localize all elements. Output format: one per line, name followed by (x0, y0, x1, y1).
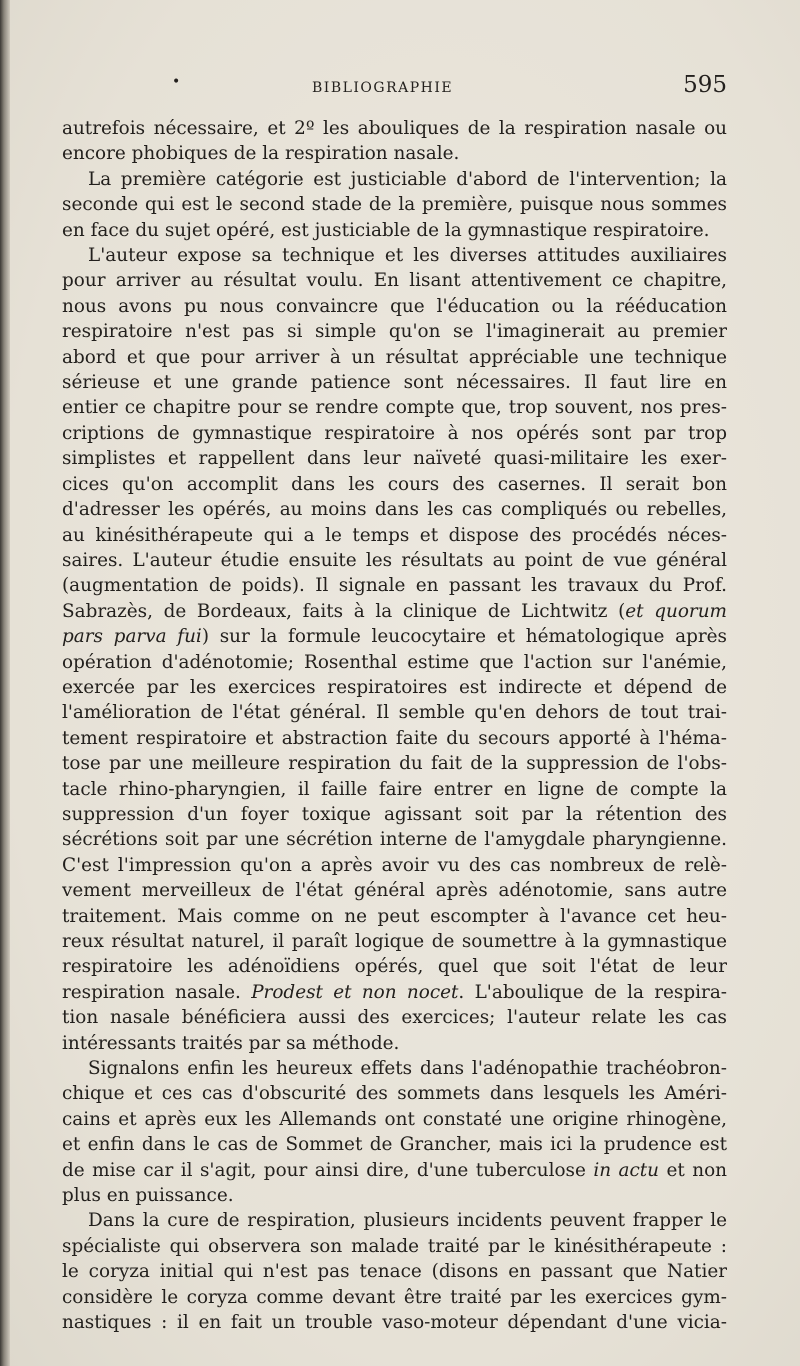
text-line: exercée par les exercices respiratoires est indirecte et dépend de (62, 676, 727, 698)
text-line: seconde qui est le second stade de la première, puisque nous sommes (62, 194, 727, 216)
text-line: C'est l'impression qu'on a après avoir vu des cas nombreux de relè- (62, 854, 727, 876)
text-line: encore phobiques de la respiration nasale. (62, 143, 460, 165)
text-line: tion nasale bénéficiera aussi des exercices; l'auteur relate les cas (62, 1007, 727, 1029)
page-number: 595 (683, 72, 727, 98)
text-line: tement respiratoire et abstraction faite du secours apporté à l'héma- (62, 727, 727, 749)
text-line: chique et ces cas d'obscurité des sommets dans lesquels les Améri- (62, 1083, 727, 1105)
text-segment: de mise car il s'agit, pour ainsi dire, d'une tuberculose (62, 1159, 594, 1181)
text-line: plus en puissance. (62, 1185, 234, 1207)
text-line: respiratoire n'est pas si simple qu'on se l'imaginerait au premier (62, 321, 727, 343)
text-line: traitement. Mais comme on ne peut escompter à l'avance cet heu- (62, 905, 727, 927)
running-title: BIBLIOGRAPHIE (312, 80, 454, 96)
text-line: nastiques : il en fait un trouble vaso-moteur dépendant d'une vicia- (62, 1312, 727, 1334)
text-segment: Sabrazès, de Bordeaux, faits à la clinique de Lichtwitz ( (62, 600, 626, 622)
italic-phrase: Prodest et non nocet (251, 981, 459, 1003)
body-text (62, 116, 727, 1336)
text-segment: et non (659, 1159, 727, 1181)
text-line (62, 599, 727, 624)
text-line: autrefois nécessaire, et 2º les abouliques de la respiration nasale ou (62, 118, 727, 139)
text-line: l'amélioration de l'état général. Il semble qu'en dehors de tout trai- (62, 702, 727, 724)
text-line: Dans la cure de respiration, plusieurs incidents peuvent frapper le (88, 1210, 727, 1232)
text-line: sécrétions soit par une sécrétion interne de l'amygdale pharyngienne. (62, 829, 727, 851)
text-line: intéressants traités par sa méthode. (62, 1032, 400, 1054)
text-line: tacle rhino-pharyngien, il faille faire entrer en ligne de compte la (62, 778, 727, 800)
italic-phrase: pars parva fui (62, 626, 202, 648)
text-line: considère le coryza comme devant être traité par les exercices gym- (62, 1286, 727, 1308)
text-line: spécialiste qui observera son malade traité par le kinésithérapeute : (62, 1235, 727, 1257)
text-line: nous avons pu nous convaincre que l'éducation ou la rééducation (62, 295, 727, 317)
text-line: reux résultat naturel, il paraît logique de soumettre à la gymnastique (62, 931, 727, 952)
text-line: au kinésithérapeute qui a le temps et dispose des procédés néces- (62, 524, 727, 546)
text-line: en face du sujet opéré, est justiciable de la gymnastique respiratoire. (62, 219, 710, 241)
text-segment: ) sur la formule leucocytaire et hématologique après (201, 626, 727, 648)
text-line: abord et que pour arriver à un résultat appréciable une technique (62, 346, 727, 368)
text-line: La première catégorie est justiciable d'abord de l'intervention; la (88, 168, 727, 190)
header-bullet: • (172, 74, 181, 90)
text-line: suppression d'un foyer toxique agissant soit par la rétention des (62, 803, 727, 825)
text-line (62, 1158, 727, 1183)
text-line: opération d'adénotomie; Rosenthal estime que l'action sur l'anémie, (62, 651, 727, 673)
text-line: pour arriver au résultat voulu. En lisant attentivement ce chapitre, (62, 270, 727, 292)
text-line: d'adresser les opérés, au moins dans les cas compliqués ou rebelles, (62, 499, 727, 521)
text-line: entier ce chapitre pour se rendre compte que, trop souvent, nos pres- (62, 397, 727, 419)
text-line (62, 624, 727, 649)
text-line: respiratoire les adénoïdiens opérés, quel que soit l'état de leur (62, 956, 727, 978)
binding-edge (0, 0, 10, 1366)
text-line: le coryza initial qui n'est pas tenace (disons en passant que Natier (62, 1261, 727, 1283)
text-line: vement merveilleux de l'état général après adénotomie, sans autre (62, 880, 727, 902)
text-line: Signalons enfin les heureux effets dans l'adénopathie trachéobron- (88, 1058, 727, 1080)
text-line: saires. L'auteur étudie ensuite les résultats au point de vue général (62, 549, 727, 571)
italic-phrase: in actu (593, 1159, 660, 1181)
text-line: simplistes et rappellent dans leur naïveté quasi-militaire les exer- (62, 448, 727, 470)
text-line: tose par une meilleure respiration du fait de la suppression de l'obs- (62, 753, 727, 775)
text-segment: . L'aboulique de la respira- (458, 981, 727, 1003)
text-line: (augmentation de poids). Il signale en passant les travaux du Prof. (62, 575, 727, 597)
page-header (62, 72, 727, 102)
text-line: L'auteur expose sa technique et les diverses attitudes auxiliaires (88, 245, 727, 267)
text-line: criptions de gymnastique respiratoire à nos opérés sont par trop (62, 422, 727, 444)
text-line: cains et après eux les Allemands ont constaté une origine rhinogène, (62, 1108, 727, 1130)
text-segment: respiration nasale. (62, 981, 252, 1003)
text-line (62, 980, 727, 1005)
text-line: et enfin dans le cas de Sommet de Grancher, mais ici la prudence est (62, 1134, 727, 1156)
text-line: cices qu'on accomplit dans les cours des casernes. Il serait bon (62, 473, 727, 495)
italic-phrase: et quorum (625, 600, 727, 622)
text-line: sérieuse et une grande patience sont nécessaires. Il faut lire en (62, 372, 727, 394)
